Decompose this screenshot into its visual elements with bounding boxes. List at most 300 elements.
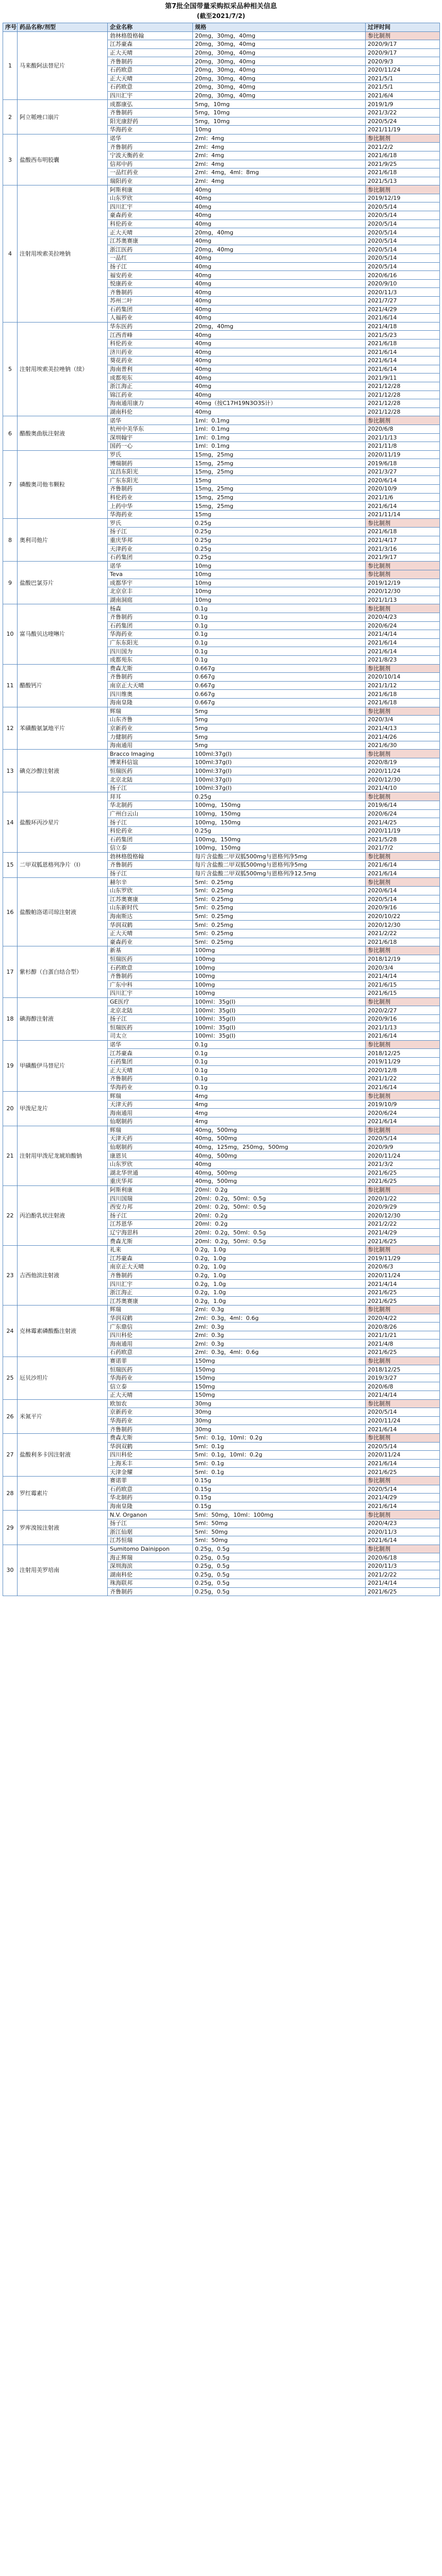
company-cell: 深圳海滨 <box>108 1562 193 1570</box>
spec-cell: 40mg <box>193 357 366 365</box>
company-cell: 成都康弘 <box>108 100 193 109</box>
company-cell: 一品红 <box>108 254 193 263</box>
company-cell: 扬子江 <box>108 262 193 271</box>
company-cell: 诺华 <box>108 416 193 425</box>
date-cell: 2020/6/8 <box>366 1382 440 1391</box>
date-cell: 参比制剂 <box>366 570 440 579</box>
company-cell: Sumitomo Dainippon <box>108 1545 193 1553</box>
spec-cell: 40mg <box>193 271 366 280</box>
group-number: 13 <box>3 750 18 792</box>
spec-cell: 5ml：50mg，10ml：100mg <box>193 1511 366 1519</box>
company-cell: 山东新时代 <box>108 904 193 912</box>
table-row <box>3 31 440 40</box>
table-row <box>3 878 440 887</box>
date-cell: 2021/4/18 <box>366 322 440 331</box>
spec-cell: 40mg，500mg <box>193 1177 366 1186</box>
company-cell: 正大天晴 <box>108 228 193 237</box>
group-number: 17 <box>3 946 18 998</box>
company-cell: 人福药业 <box>108 314 193 323</box>
date-cell: 参比制剂 <box>366 416 440 425</box>
spec-cell: 0.2g，1.0g <box>193 1254 366 1263</box>
date-cell: 2020/10/22 <box>366 912 440 921</box>
date-cell: 2020/5/14 <box>366 1485 440 1494</box>
drug-name-cell: 盐酸帕洛诺司琼注射液 <box>18 878 108 946</box>
spec-cell: 40mg，500mg <box>193 1134 366 1143</box>
spec-cell: 100mg <box>193 955 366 963</box>
company-cell: 杭州中美华东 <box>108 425 193 433</box>
company-cell: 江苏恩华 <box>108 1220 193 1229</box>
spec-cell: 150mg <box>193 1391 366 1400</box>
company-cell: 湖南科伦 <box>108 1570 193 1579</box>
spec-cell: 2ml：4mg，4ml：8mg <box>193 168 366 177</box>
spec-cell: 0.1g <box>193 1049 366 1058</box>
group-number: 2 <box>3 100 18 134</box>
drug-name-cell: 苯磺酸氨氯地平片 <box>18 707 108 750</box>
company-cell: 欧加农 <box>108 1399 193 1408</box>
date-cell: 2020/11/24 <box>366 1416 440 1425</box>
date-cell: 2021/4/29 <box>366 1494 440 1502</box>
date-cell: 2021/6/14 <box>366 1459 440 1468</box>
spec-cell: 1ml：0.1mg <box>193 425 366 433</box>
date-cell: 2021/12/28 <box>366 391 440 399</box>
company-cell: Bracco Imaging <box>108 750 193 758</box>
spec-cell: 5mg <box>193 741 366 750</box>
spec-cell: 2ml：0.3g <box>193 1340 366 1348</box>
company-cell: 华海药业 <box>108 1416 193 1425</box>
company-cell: 赛诺菲 <box>108 1476 193 1485</box>
group-number: 25 <box>3 1357 18 1399</box>
company-cell: 华润双鹤 <box>108 1442 193 1451</box>
group-number: 19 <box>3 1040 18 1092</box>
spec-cell: 15mg，25mg <box>193 459 366 468</box>
date-cell: 2018/12/25 <box>366 1049 440 1058</box>
drug-name-cell: 富马酸贝达喹啉片 <box>18 604 108 664</box>
spec-cell: 40mg（按C17H19N3O3S计） <box>193 399 366 408</box>
date-cell: 2021/6/14 <box>366 1117 440 1126</box>
company-cell: 江苏豪森 <box>108 40 193 49</box>
date-cell: 参比制剂 <box>366 792 440 801</box>
date-cell: 2020/3/4 <box>366 963 440 972</box>
company-cell: 江苏奥赛康 <box>108 236 193 245</box>
date-cell: 参比制剂 <box>366 1306 440 1314</box>
company-cell: 礼来 <box>108 1245 193 1254</box>
spec-cell: 40mg <box>193 288 366 297</box>
spec-cell: 20ml：0.2g <box>193 1211 366 1220</box>
date-cell: 2020/5/14 <box>366 211 440 220</box>
date-cell: 2020/11/3 <box>366 288 440 297</box>
date-cell: 2021/6/14 <box>366 502 440 511</box>
group-number: 11 <box>3 664 18 707</box>
company-cell: 辉瑞 <box>108 1126 193 1134</box>
company-cell: 恒瑞医药 <box>108 1365 193 1374</box>
spec-cell: 100mg，150mg <box>193 835 366 844</box>
date-cell: 参比制剂 <box>366 1433 440 1442</box>
spec-cell: 每片含盐酸二甲双胍500mg与恩格列净5mg <box>193 861 366 870</box>
table-row <box>3 997 440 1006</box>
company-cell: 南京正大天晴 <box>108 1263 193 1272</box>
date-cell: 2020/5/14 <box>366 202 440 211</box>
group-number: 14 <box>3 792 18 852</box>
date-cell: 2019/11/29 <box>366 1057 440 1066</box>
date-cell: 参比制剂 <box>366 1357 440 1365</box>
spec-cell: 5ml：0.1g <box>193 1442 366 1451</box>
spec-cell: 0.25g <box>193 792 366 801</box>
spec-cell: 每片含盐酸二甲双胍500mg与恩格列净5mg <box>193 852 366 861</box>
date-cell: 2021/4/10 <box>366 784 440 792</box>
company-cell: 费森尤斯 <box>108 664 193 673</box>
company-cell: 海南通用 <box>108 1109 193 1117</box>
date-cell: 2021/5/13 <box>366 177 440 185</box>
company-cell: 京新药业 <box>108 1408 193 1417</box>
spec-cell: 10mg <box>193 570 366 579</box>
drug-name-cell: 注射用美罗培南 <box>18 1545 108 1596</box>
date-cell: 2020/12/30 <box>366 775 440 784</box>
company-cell: 天津药业 <box>108 545 193 553</box>
company-cell: 广东东阳光 <box>108 638 193 647</box>
company-cell: 齐鲁制药 <box>108 143 193 151</box>
date-cell: 2021/6/15 <box>366 989 440 998</box>
date-cell: 2021/12/28 <box>366 408 440 416</box>
spec-cell: 100ml：35g(I) <box>193 997 366 1006</box>
company-cell: 正大天晴 <box>108 74 193 83</box>
spec-cell: 100ml：35g(I) <box>193 1006 366 1015</box>
date-cell: 2021/4/29 <box>366 1228 440 1237</box>
spec-cell: 5ml：0.25mg <box>193 904 366 912</box>
group-number: 3 <box>3 134 18 185</box>
company-cell: 石药集团 <box>108 621 193 630</box>
spec-cell: 100mg，150mg <box>193 844 366 853</box>
company-cell: 齐鲁制药 <box>108 1587 193 1596</box>
spec-cell: 0.2g，1.0g <box>193 1288 366 1297</box>
company-cell: 勃林格殷格翰 <box>108 31 193 40</box>
company-cell: 山东齐鲁 <box>108 716 193 724</box>
spec-cell: 100mg <box>193 989 366 998</box>
spec-cell: 0.25g <box>193 826 366 835</box>
spec-cell: 40mg <box>193 365 366 374</box>
drug-name-cell: 米氮平片 <box>18 1399 108 1433</box>
drug-name-cell: 盐酸利多卡因注射液 <box>18 1433 108 1476</box>
spec-cell: 20mg，40mg <box>193 228 366 237</box>
date-cell: 2019/1/9 <box>366 100 440 109</box>
date-cell: 参比制剂 <box>366 946 440 955</box>
company-cell: 海南通用 <box>108 1340 193 1348</box>
date-cell: 2021/4/14 <box>366 630 440 639</box>
date-cell: 2021/6/14 <box>366 1425 440 1434</box>
table-row <box>3 322 440 331</box>
company-cell: 罗氏 <box>108 450 193 459</box>
date-cell: 参比制剂 <box>366 1185 440 1194</box>
drug-name-cell: 注射用埃索美拉唑钠 <box>18 185 108 323</box>
spec-cell: 100ml:37g(I) <box>193 784 366 792</box>
spec-cell: 100ml：35g(I) <box>193 1014 366 1023</box>
company-cell: 江苏豪森 <box>108 1254 193 1263</box>
date-cell: 2021/6/18 <box>366 339 440 348</box>
spec-cell: 0.2g，1.0g <box>193 1245 366 1254</box>
company-cell: 山东罗欣 <box>108 1160 193 1168</box>
company-cell: N.V. Organon <box>108 1511 193 1519</box>
company-cell: 赛诺菲 <box>108 1357 193 1365</box>
company-cell: 上药中华 <box>108 502 193 511</box>
date-cell: 2021/6/4 <box>366 91 440 100</box>
spec-cell: 100ml:37g(I) <box>193 775 366 784</box>
company-cell: 扬子江 <box>108 784 193 792</box>
date-cell: 2021/5/1 <box>366 83 440 92</box>
company-cell: 一品红药业 <box>108 168 193 177</box>
company-cell: 华海药业 <box>108 1083 193 1092</box>
date-cell: 参比制剂 <box>366 664 440 673</box>
company-cell: 广东中科 <box>108 980 193 989</box>
spec-cell: 40mg，500mg <box>193 1151 366 1160</box>
date-cell: 2020/5/14 <box>366 262 440 271</box>
company-cell: 力健制药 <box>108 733 193 741</box>
company-cell: 湖北华世通 <box>108 1168 193 1177</box>
company-cell: 华海药业 <box>108 630 193 639</box>
spec-cell: 0.1g <box>193 604 366 613</box>
date-cell: 2021/9/25 <box>366 160 440 168</box>
group-number: 22 <box>3 1185 18 1245</box>
group-number: 16 <box>3 878 18 946</box>
date-cell: 2018/12/19 <box>366 955 440 963</box>
spec-cell: 5ml：0.1g，10ml：0.2g <box>193 1433 366 1442</box>
spec-cell: 40mg <box>193 297 366 306</box>
company-cell: 石药集团 <box>108 553 193 562</box>
spec-cell: 100mg，150mg <box>193 818 366 827</box>
spec-cell: 1ml：0.1mg <box>193 433 366 442</box>
date-cell: 2021/4/14 <box>366 1280 440 1289</box>
drug-name-cell: 碘克沙醇注射液 <box>18 750 108 792</box>
company-cell: 四川科伦 <box>108 1331 193 1340</box>
company-cell: 广东鼎信 <box>108 1323 193 1331</box>
drug-table <box>3 23 440 1596</box>
company-cell: 葵花药业 <box>108 357 193 365</box>
company-cell: 石药集团 <box>108 1057 193 1066</box>
spec-cell: 5ml：0.25mg <box>193 878 366 887</box>
date-cell: 2020/11/24 <box>366 65 440 74</box>
company-cell: 辉瑞 <box>108 707 193 716</box>
header-drug-name: 药品名称/剂型 <box>18 23 108 32</box>
date-cell: 2019/6/14 <box>366 801 440 810</box>
spec-cell: 4mg <box>193 1109 366 1117</box>
spec-cell: 30mg <box>193 1416 366 1425</box>
date-cell: 参比制剂 <box>366 1092 440 1100</box>
date-cell: 2021/2/2 <box>366 143 440 151</box>
spec-cell: 0.667g <box>193 690 366 699</box>
table-row <box>3 604 440 613</box>
date-cell: 2021/6/25 <box>366 1168 440 1177</box>
spec-cell: 100mg <box>193 980 366 989</box>
company-cell: 勃林格殷格翰 <box>108 852 193 861</box>
date-cell: 参比制剂 <box>366 750 440 758</box>
spec-cell: 40mg <box>193 262 366 271</box>
date-cell: 2021/4/29 <box>366 305 440 314</box>
drug-name-cell: 马来酸阿法替尼片 <box>18 31 108 100</box>
date-cell: 2020/5/14 <box>366 228 440 237</box>
date-cell: 参比制剂 <box>366 562 440 570</box>
table-row <box>3 185 440 194</box>
company-cell: 福安药业 <box>108 271 193 280</box>
spec-cell: 30mg <box>193 1408 366 1417</box>
company-cell: 国药一心 <box>108 442 193 451</box>
spec-cell: 40mg <box>193 374 366 382</box>
company-cell: 齐鲁制药 <box>108 673 193 682</box>
date-cell: 2020/6/3 <box>366 1263 440 1272</box>
date-cell: 2021/6/18 <box>366 698 440 707</box>
company-cell: 齐鲁制药 <box>108 1425 193 1434</box>
spec-cell: 100ml：35g(I) <box>193 1023 366 1032</box>
header-spec: 规格 <box>193 23 366 32</box>
document-subtitle: (截至2021/7/2) <box>197 12 245 20</box>
company-cell: 科伦药业 <box>108 826 193 835</box>
group-number: 27 <box>3 1433 18 1476</box>
company-cell: 山东罗欣 <box>108 194 193 202</box>
spec-cell: 15mg <box>193 510 366 519</box>
spec-cell: 20ml：0.2g，50ml：0.5g <box>193 1237 366 1246</box>
company-cell: 齐鲁制药 <box>108 613 193 621</box>
company-cell: 悦康药业 <box>108 279 193 288</box>
company-cell: 费森尤斯 <box>108 1433 193 1442</box>
date-cell: 2021/6/18 <box>366 528 440 536</box>
company-cell: 成都华宇 <box>108 579 193 587</box>
table-row <box>3 1185 440 1194</box>
spec-cell: 20mg，30mg，40mg <box>193 74 366 83</box>
date-cell: 参比制剂 <box>366 185 440 194</box>
spec-cell: 5ml：50mg <box>193 1536 366 1545</box>
header-date: 过评时间 <box>366 23 440 32</box>
company-cell: 齐鲁制药 <box>108 57 193 66</box>
group-number: 8 <box>3 519 18 562</box>
date-cell: 2020/5/14 <box>366 254 440 263</box>
spec-cell: 40mg <box>193 331 366 340</box>
table-row <box>3 1545 440 1553</box>
company-cell: 诺华 <box>108 1040 193 1049</box>
spec-cell: 4mg <box>193 1100 366 1109</box>
table-row <box>3 1092 440 1100</box>
spec-cell: 5ml：0.25mg <box>193 929 366 938</box>
company-cell: 石药集团 <box>108 835 193 844</box>
company-cell: 江苏恒瑞 <box>108 1536 193 1545</box>
date-cell: 2021/4/8 <box>366 1340 440 1348</box>
company-cell: 北京北陆 <box>108 1006 193 1015</box>
company-cell: 齐鲁制药 <box>108 1075 193 1083</box>
company-cell: 四川汇宇 <box>108 202 193 211</box>
company-cell: 天津天药 <box>108 1134 193 1143</box>
date-cell: 2021/6/18 <box>366 151 440 160</box>
date-cell: 2021/4/13 <box>366 724 440 733</box>
drug-name-cell: 罗红霉素片 <box>18 1476 108 1510</box>
company-cell: 海正辉瑞 <box>108 1553 193 1562</box>
spec-cell: 0.15g <box>193 1476 366 1485</box>
spec-cell: 0.1g <box>193 655 366 664</box>
spec-cell: 0.25g <box>193 536 366 545</box>
company-cell: 科伦药业 <box>108 493 193 502</box>
spec-cell: 2ml：4mg <box>193 177 366 185</box>
date-cell: 2021/1/13 <box>366 1023 440 1032</box>
date-cell: 2020/4/22 <box>366 1314 440 1323</box>
spec-cell: 40mg <box>193 348 366 357</box>
group-number: 6 <box>3 416 18 450</box>
drug-name-cell: 醋酸奥曲肽注射液 <box>18 416 108 450</box>
company-cell: 辉瑞 <box>108 1306 193 1314</box>
date-cell: 参比制剂 <box>366 852 440 861</box>
date-cell: 2020/9/9 <box>366 1143 440 1151</box>
date-cell: 2021/4/26 <box>366 733 440 741</box>
date-cell: 2021/7/27 <box>366 297 440 306</box>
drug-name-cell: 醋酸钙片 <box>18 664 108 707</box>
date-cell: 2021/3/22 <box>366 108 440 117</box>
spec-cell: 40mg <box>193 211 366 220</box>
date-cell: 2020/2/27 <box>366 1006 440 1015</box>
drug-name-cell: 盐酸巴氯芬片 <box>18 562 108 604</box>
company-cell: 宜昌东阳光 <box>108 467 193 476</box>
spec-cell: 0.2g，1.0g <box>193 1263 366 1272</box>
group-number: 7 <box>3 450 18 519</box>
drug-name-cell: 克林霉素磷酸酯注射液 <box>18 1306 108 1357</box>
company-cell: 江苏奥赛康 <box>108 895 193 904</box>
drug-name-cell: 注射用甲泼尼龙琥珀酸钠 <box>18 1126 108 1185</box>
company-cell: 阿斯利康 <box>108 185 193 194</box>
drug-name-cell: 磷酸奥司他韦颗粒 <box>18 450 108 519</box>
spec-cell: 20mg，40mg <box>193 245 366 254</box>
date-cell: 2020/5/14 <box>366 1442 440 1451</box>
spec-cell: 150mg <box>193 1365 366 1374</box>
date-cell: 2021/6/14 <box>366 357 440 365</box>
date-cell: 2021/6/14 <box>366 365 440 374</box>
company-cell: 西安力邦 <box>108 1202 193 1211</box>
company-cell: 浙江仙琚 <box>108 1528 193 1536</box>
company-cell: 豪森药业 <box>108 211 193 220</box>
spec-cell: 5ml：0.1g <box>193 1468 366 1477</box>
spec-cell: 20mg，30mg，40mg <box>193 31 366 40</box>
date-cell: 2020/8/26 <box>366 1323 440 1331</box>
date-cell: 参比制剂 <box>366 1040 440 1049</box>
title-block <box>0 0 442 21</box>
table-row <box>3 750 440 758</box>
company-cell: 四川国为 <box>108 647 193 656</box>
company-cell: 珠海联邦 <box>108 1579 193 1588</box>
date-cell: 2020/3/4 <box>366 716 440 724</box>
spec-cell: 0.2g，1.0g <box>193 1297 366 1306</box>
date-cell: 2021/4/14 <box>366 1579 440 1588</box>
company-cell: 齐鲁制药 <box>108 1271 193 1280</box>
spec-cell: 0.25g <box>193 545 366 553</box>
date-cell: 参比制剂 <box>366 1245 440 1254</box>
table-header-row <box>3 23 440 32</box>
spec-cell: 15mg，25mg <box>193 502 366 511</box>
date-cell: 2020/6/24 <box>366 621 440 630</box>
group-number: 20 <box>3 1092 18 1126</box>
spec-cell: 0.1g <box>193 621 366 630</box>
company-cell: 辽宁海思科 <box>108 1228 193 1237</box>
date-cell: 2020/4/23 <box>366 1519 440 1528</box>
spec-cell: 1ml：0.1mg <box>193 442 366 451</box>
spec-cell: 0.25g，0.5g <box>193 1579 366 1588</box>
drug-name-cell: 甲磺酸伊马替尼片 <box>18 1040 108 1092</box>
spec-cell: 0.2g，1.0g <box>193 1280 366 1289</box>
table-row <box>3 1511 440 1519</box>
spec-cell: 0.1g <box>193 1075 366 1083</box>
spec-cell: 20ml：0.2g <box>193 1185 366 1194</box>
company-cell: 正大天晴 <box>108 1066 193 1075</box>
company-cell: 四川国瑞 <box>108 1194 193 1203</box>
spec-cell: 20mg，30mg，40mg <box>193 40 366 49</box>
company-cell: 苏州二叶 <box>108 297 193 306</box>
company-cell: 华东医药 <box>108 322 193 331</box>
date-cell: 2020/6/24 <box>366 809 440 818</box>
date-cell: 2021/3/16 <box>366 545 440 553</box>
date-cell: 2020/5/14 <box>366 245 440 254</box>
spec-cell: 0.15g <box>193 1502 366 1511</box>
company-cell: 齐鲁制药 <box>108 288 193 297</box>
